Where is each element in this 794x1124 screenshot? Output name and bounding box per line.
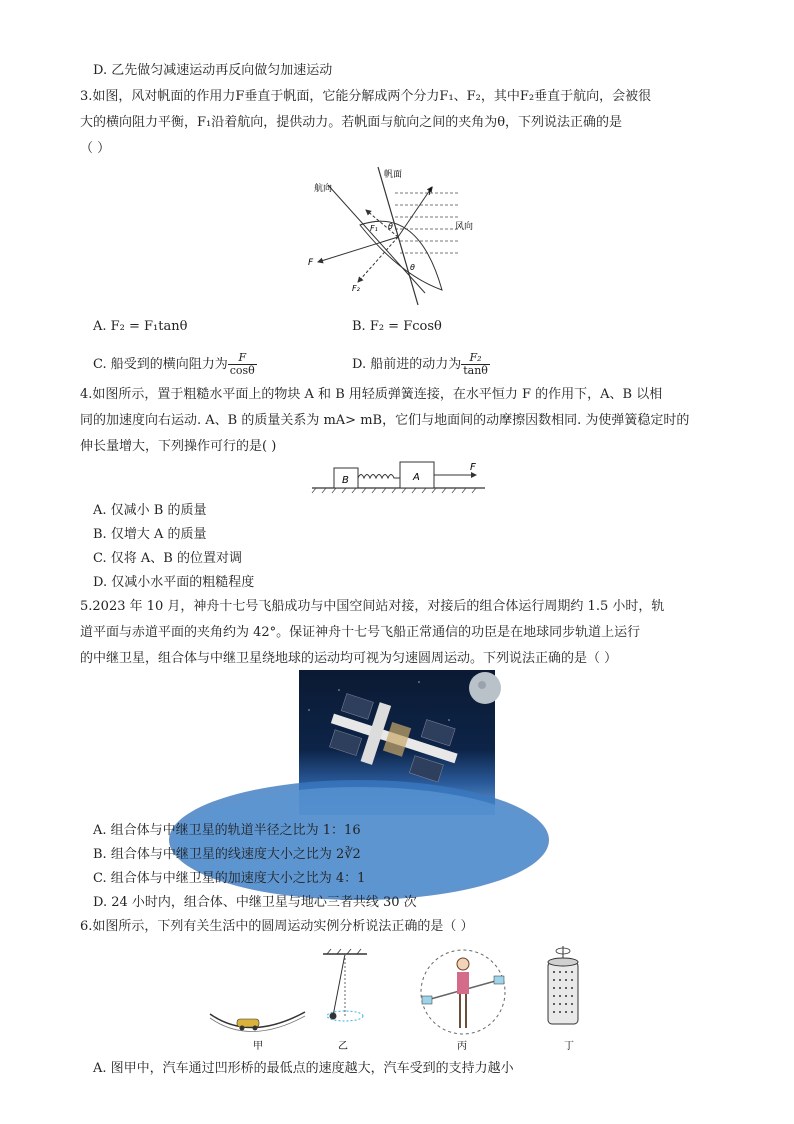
q6-stem-line1: 6.如图所示，下列有关生活中的圆周运动实例分析说法正确的是（ ） <box>80 919 474 934</box>
force-f-label: F <box>470 462 476 473</box>
q5-stem-line3: 的中继卫星，组合体与中继卫星绕地球的运动均可视为匀速圆周运动。下列说法正确的是（ ） <box>80 651 618 666</box>
q5-option-c: C. 组合体与中继卫星的加速度大小之比为 4：1 <box>93 871 366 886</box>
q3-option-b: B. F₂ = Fcosθ <box>352 319 442 334</box>
label-F2: F₂ <box>352 284 360 293</box>
q3-paren: （ ） <box>80 141 111 156</box>
sail-force-diagram <box>300 165 474 310</box>
q5-option-d: D. 24 小时内，组合体、中继卫星与地心三者共线 30 次 <box>93 895 417 910</box>
label-theta-2: θ <box>410 263 415 272</box>
label-wind: 风向 <box>455 222 474 232</box>
label-F: F <box>308 258 314 268</box>
q3-stem-line1: 3.如图，风对帆面的作用力F垂直于帆面，它能分解成两个分力F₁、F₂，其中F₂垂直于航向，会被很 <box>80 89 652 104</box>
q4-option-c: C. 仅将 A、B 的位置对调 <box>93 551 242 566</box>
label-theta-1: θ <box>388 222 393 231</box>
q5-option-a: A. 组合体与中继卫星的轨道半径之比为 1：16 <box>93 823 361 838</box>
q3-option-d: D. 船前进的动力为 $\frac{\text{F₂}}{\tan\theta}$ <box>352 351 488 377</box>
q5-stem-line2: 道平面与赤道平面的夹角约为 42°。保证神舟十七号飞船正常通信的功臣是在地球同步轨道上运行 <box>80 625 641 640</box>
circular-motion-figures <box>205 942 590 1054</box>
q3-stem-line2: 大的横向阻力平衡，F₁沿着航向，提供动力。若帆面与航向之间的夹角为θ，下列说法正确的是 <box>80 115 623 130</box>
figure-label-yi: 乙 <box>338 1041 348 1052</box>
figure-label-bing: 丙 <box>457 1041 467 1052</box>
space-station-photo <box>299 670 495 815</box>
q4-option-a: A. 仅减小 B 的质量 <box>93 503 207 518</box>
figure-label-jia: 甲 <box>253 1041 263 1052</box>
spring-blocks-diagram <box>310 458 490 494</box>
q2-option-d: D. 乙先做匀减速运动再反向做匀加速运动 <box>93 63 333 78</box>
q4-option-d: D. 仅减小水平面的粗糙程度 <box>93 575 255 590</box>
q5-option-b: B. 组合体与中继卫星的线速度大小之比为 2∛2 <box>93 847 361 862</box>
label-heading: 航向 <box>314 184 333 194</box>
q4-stem-line3: 伸长量增大，下列操作可行的是( ) <box>80 439 277 454</box>
q4-option-b: B. 仅增大 A 的质量 <box>93 527 207 542</box>
block-a-label: A <box>413 472 420 483</box>
q5-stem-line1: 5.2023 年 10 月，神舟十七号飞船成功与中国空间站对接，对接后的组合体运行周期约 1.5 小时，轨 <box>80 599 665 614</box>
block-b-label: B <box>342 475 349 486</box>
q3-option-a: A. F₂ = F₁tanθ <box>93 319 188 334</box>
label-f: f <box>428 187 432 198</box>
label-F1: F₁ <box>370 224 378 233</box>
label-sail: 帆面 <box>384 170 403 180</box>
q6-option-a: A. 图甲中，汽车通过凹形桥的最低点的速度越大，汽车受到的支持力越小 <box>93 1061 514 1076</box>
q4-stem-line1: 4.如图所示，置于粗糙水平面上的物块 A 和 B 用轻质弹簧连接，在水平恒力 F 的作用下，A、B 以相 <box>80 387 663 402</box>
figure-label-ding: 丁 <box>564 1041 574 1052</box>
q3-option-c: C. 船受到的横向阻力为 $\frac{F}{\cos\theta}$ <box>93 351 255 377</box>
q4-stem-line2: 同的加速度向右运动. A、B 的质量关系为 mA> mB，它们与地面间的动摩擦因数相同. 为使弹簧稳定时的 <box>80 413 690 428</box>
